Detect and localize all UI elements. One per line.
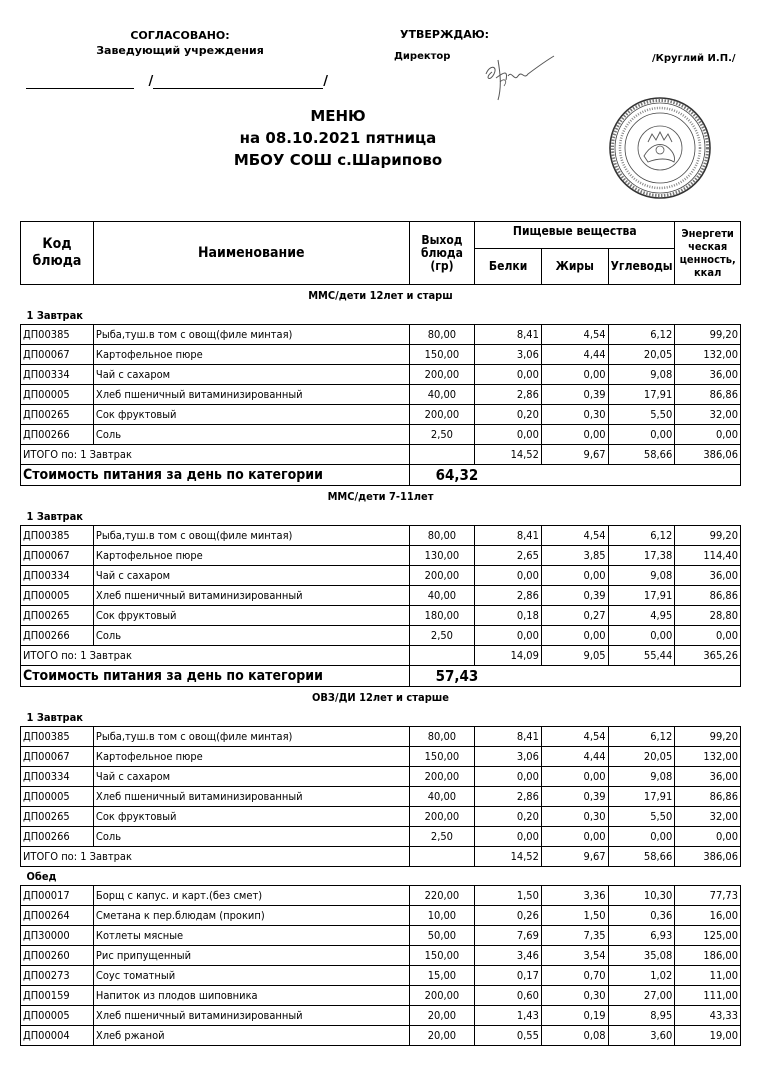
total-yield-empty bbox=[409, 646, 475, 666]
dish-carbs: 0,00 bbox=[608, 827, 675, 847]
dish-name: Картофельное пюре bbox=[93, 546, 409, 566]
dish-name: Хлеб ржаной bbox=[93, 1026, 409, 1046]
table-row bbox=[21, 365, 741, 385]
dish-fat: 3,85 bbox=[541, 546, 608, 566]
dish-fat: 0,00 bbox=[541, 365, 608, 385]
dish-code: ДП00260 bbox=[21, 946, 94, 966]
dish-yield: 180,00 bbox=[409, 606, 475, 626]
category-title-row bbox=[21, 486, 741, 508]
dish-fat: 4,54 bbox=[541, 325, 608, 345]
dish-code: ДП00334 bbox=[21, 566, 94, 586]
dish-name: Рыба,туш.в том с овощ(филе минтая) bbox=[93, 526, 409, 546]
dish-yield: 200,00 bbox=[409, 365, 475, 385]
total-row bbox=[21, 847, 741, 867]
dish-carbs: 6,12 bbox=[608, 325, 675, 345]
dish-code: ДП00005 bbox=[21, 385, 94, 405]
dish-code: ДП00334 bbox=[21, 767, 94, 787]
daily-cost-value: 57,43 bbox=[409, 666, 740, 687]
dish-fat: 4,54 bbox=[541, 727, 608, 747]
dish-name: Сок фруктовый bbox=[93, 807, 409, 827]
dish-yield: 40,00 bbox=[409, 787, 475, 807]
total-kcal: 386,06 bbox=[675, 847, 741, 867]
dish-kcal: 36,00 bbox=[675, 566, 741, 586]
category-title: ММС/дети 7-11лет bbox=[327, 490, 434, 503]
dish-fat: 0,00 bbox=[541, 827, 608, 847]
dish-kcal: 125,00 bbox=[675, 926, 741, 946]
dish-carbs: 0,00 bbox=[608, 626, 675, 646]
director-name: /Круглий И.П./ bbox=[652, 53, 736, 64]
dish-yield: 200,00 bbox=[409, 767, 475, 787]
dish-yield: 2,50 bbox=[409, 425, 475, 445]
dish-name: Чай с сахаром bbox=[93, 365, 409, 385]
signature-line bbox=[26, 74, 134, 89]
dish-carbs: 17,91 bbox=[608, 586, 675, 606]
dish-code: ДП00005 bbox=[21, 586, 94, 606]
total-label: ИТОГО по: 1 Завтрак bbox=[21, 445, 410, 465]
dish-fat: 0,00 bbox=[541, 566, 608, 586]
table-row bbox=[21, 807, 741, 827]
dish-yield: 150,00 bbox=[409, 345, 475, 365]
dish-yield: 130,00 bbox=[409, 546, 475, 566]
dish-fat: 0,39 bbox=[541, 385, 608, 405]
category-title-row bbox=[21, 687, 741, 709]
dish-kcal: 132,00 bbox=[675, 747, 741, 767]
total-yield-empty bbox=[409, 847, 475, 867]
dish-fat: 4,44 bbox=[541, 747, 608, 767]
dish-protein: 2,86 bbox=[475, 385, 542, 405]
dish-yield: 150,00 bbox=[409, 946, 475, 966]
header-energy: Энергети ческая ценность, ккал bbox=[675, 222, 741, 285]
table-row bbox=[21, 1026, 741, 1046]
dish-name: Соль bbox=[93, 626, 409, 646]
dish-kcal: 16,00 bbox=[675, 906, 741, 926]
dish-yield: 20,00 bbox=[409, 1026, 475, 1046]
dish-name: Сок фруктовый bbox=[93, 606, 409, 626]
dish-fat: 0,19 bbox=[541, 1006, 608, 1026]
dish-carbs: 5,50 bbox=[608, 807, 675, 827]
header-code: Код блюда bbox=[21, 222, 94, 285]
approved-block bbox=[90, 28, 270, 58]
dish-kcal: 11,00 bbox=[675, 966, 741, 986]
dish-protein: 0,20 bbox=[475, 807, 542, 827]
dish-carbs: 0,00 bbox=[608, 425, 675, 445]
dish-kcal: 111,00 bbox=[675, 986, 741, 1006]
table-row bbox=[21, 345, 741, 365]
dish-carbs: 0,36 bbox=[608, 906, 675, 926]
dish-code: ДП00266 bbox=[21, 425, 94, 445]
dish-name: Соус томатный bbox=[93, 966, 409, 986]
dish-code: ДП00264 bbox=[21, 906, 94, 926]
header-protein: Белки bbox=[475, 249, 542, 285]
dish-carbs: 8,95 bbox=[608, 1006, 675, 1026]
dish-carbs: 9,08 bbox=[608, 566, 675, 586]
dish-name: Хлеб пшеничный витаминизированный bbox=[93, 787, 409, 807]
dish-kcal: 132,00 bbox=[675, 345, 741, 365]
total-row bbox=[21, 445, 741, 465]
total-carbs: 58,66 bbox=[608, 847, 675, 867]
approved-position: Заведующий учреждения bbox=[96, 44, 264, 57]
dish-kcal: 32,00 bbox=[675, 807, 741, 827]
dish-yield: 2,50 bbox=[409, 827, 475, 847]
dish-code: ДП00385 bbox=[21, 325, 94, 345]
director-label: Директор bbox=[394, 51, 451, 62]
daily-cost-row bbox=[21, 666, 741, 687]
dish-name: Рыба,туш.в том с овощ(филе минтая) bbox=[93, 727, 409, 747]
dish-protein: 0,00 bbox=[475, 566, 542, 586]
confirm-title: УТВЕРЖДАЮ: bbox=[400, 28, 490, 41]
dish-carbs: 20,05 bbox=[608, 345, 675, 365]
table-row bbox=[21, 926, 741, 946]
dish-protein: 0,00 bbox=[475, 626, 542, 646]
dish-protein: 0,00 bbox=[475, 365, 542, 385]
dish-name: Сметана к пер.блюдам (прокип) bbox=[93, 906, 409, 926]
dish-fat: 0,70 bbox=[541, 966, 608, 986]
dish-carbs: 17,91 bbox=[608, 787, 675, 807]
meal-title-row bbox=[21, 867, 741, 886]
table-row bbox=[21, 747, 741, 767]
dish-code: ДП30000 bbox=[21, 926, 94, 946]
dish-kcal: 99,20 bbox=[675, 325, 741, 345]
dish-code: ДП00266 bbox=[21, 626, 94, 646]
dish-code: ДП00273 bbox=[21, 966, 94, 986]
meal-title-row bbox=[21, 507, 741, 526]
total-fat: 9,67 bbox=[541, 847, 608, 867]
dish-code: ДП00017 bbox=[21, 886, 94, 906]
dish-name: Котлеты мясные bbox=[93, 926, 409, 946]
dish-kcal: 19,00 bbox=[675, 1026, 741, 1046]
dish-carbs: 6,93 bbox=[608, 926, 675, 946]
menu-title-block bbox=[200, 105, 476, 171]
dish-kcal: 99,20 bbox=[675, 727, 741, 747]
dish-yield: 200,00 bbox=[409, 986, 475, 1006]
dish-name: Хлеб пшеничный витаминизированный bbox=[93, 385, 409, 405]
dish-fat: 0,08 bbox=[541, 1026, 608, 1046]
table-row bbox=[21, 566, 741, 586]
dish-protein: 0,20 bbox=[475, 405, 542, 425]
total-row bbox=[21, 646, 741, 666]
dish-code: ДП00266 bbox=[21, 827, 94, 847]
dish-kcal: 43,33 bbox=[675, 1006, 741, 1026]
dish-yield: 50,00 bbox=[409, 926, 475, 946]
dish-kcal: 86,86 bbox=[675, 787, 741, 807]
menu-date: на 08.10.2021 пятница bbox=[239, 129, 437, 147]
dish-kcal: 32,00 bbox=[675, 405, 741, 425]
table-row bbox=[21, 986, 741, 1006]
table-row bbox=[21, 946, 741, 966]
table-row bbox=[21, 385, 741, 405]
table-row bbox=[21, 827, 741, 847]
table-row bbox=[21, 906, 741, 926]
dish-name: Картофельное пюре bbox=[93, 345, 409, 365]
dish-fat: 0,30 bbox=[541, 807, 608, 827]
dish-name: Рыба,туш.в том с овощ(филе минтая) bbox=[93, 325, 409, 345]
daily-cost-label: Стоимость питания за день по категории bbox=[21, 465, 410, 486]
dish-carbs: 20,05 bbox=[608, 747, 675, 767]
dish-fat: 1,50 bbox=[541, 906, 608, 926]
dish-name: Напиток из плодов шиповника bbox=[93, 986, 409, 1006]
table-row bbox=[21, 606, 741, 626]
table-row bbox=[21, 767, 741, 787]
dish-name: Чай с сахаром bbox=[93, 566, 409, 586]
dish-name: Хлеб пшеничный витаминизированный bbox=[93, 1006, 409, 1026]
total-kcal: 365,26 bbox=[675, 646, 741, 666]
dish-code: ДП00067 bbox=[21, 747, 94, 767]
name-line bbox=[153, 74, 323, 89]
total-label: ИТОГО по: 1 Завтрак bbox=[21, 847, 410, 867]
dish-protein: 0,00 bbox=[475, 425, 542, 445]
dish-yield: 80,00 bbox=[409, 325, 475, 345]
dish-fat: 0,30 bbox=[541, 405, 608, 425]
dish-protein: 3,46 bbox=[475, 946, 542, 966]
dish-name: Чай с сахаром bbox=[93, 767, 409, 787]
dish-fat: 0,30 bbox=[541, 986, 608, 1006]
menu-title: МЕНЮ bbox=[310, 107, 366, 125]
menu-table bbox=[20, 285, 741, 1046]
table-row bbox=[21, 546, 741, 566]
dish-carbs: 3,60 bbox=[608, 1026, 675, 1046]
separator-slash: / bbox=[148, 74, 154, 89]
school-name: МБОУ СОШ с.Шарипово bbox=[233, 151, 443, 169]
dish-kcal: 36,00 bbox=[675, 767, 741, 787]
dish-name: Борщ с капус. и карт.(без смет) bbox=[93, 886, 409, 906]
dish-code: ДП00265 bbox=[21, 405, 94, 425]
dish-fat: 0,27 bbox=[541, 606, 608, 626]
signature-icon bbox=[478, 52, 558, 112]
dish-code: ДП00385 bbox=[21, 727, 94, 747]
dish-yield: 10,00 bbox=[409, 906, 475, 926]
table-row bbox=[21, 425, 741, 445]
table-row bbox=[21, 1006, 741, 1026]
dish-yield: 40,00 bbox=[409, 385, 475, 405]
dish-fat: 0,39 bbox=[541, 586, 608, 606]
header-fat: Жиры bbox=[541, 249, 608, 285]
dish-kcal: 36,00 bbox=[675, 365, 741, 385]
meal-title: 1 Завтрак bbox=[26, 710, 84, 724]
dish-protein: 0,18 bbox=[475, 606, 542, 626]
dish-protein: 2,86 bbox=[475, 787, 542, 807]
meal-title-row bbox=[21, 306, 741, 325]
dish-kcal: 114,40 bbox=[675, 546, 741, 566]
dish-yield: 200,00 bbox=[409, 405, 475, 425]
dish-carbs: 9,08 bbox=[608, 365, 675, 385]
total-protein: 14,09 bbox=[475, 646, 542, 666]
total-protein: 14,52 bbox=[475, 445, 542, 465]
category-title: ММС/дети 12лет и старш bbox=[308, 289, 453, 302]
total-carbs: 58,66 bbox=[608, 445, 675, 465]
daily-cost-value: 64,32 bbox=[409, 465, 740, 486]
dish-protein: 3,06 bbox=[475, 345, 542, 365]
table-row bbox=[21, 405, 741, 425]
total-fat: 9,67 bbox=[541, 445, 608, 465]
dish-name: Соль bbox=[93, 425, 409, 445]
dish-fat: 3,36 bbox=[541, 886, 608, 906]
meal-title: Обед bbox=[26, 869, 57, 883]
dish-code: ДП00067 bbox=[21, 345, 94, 365]
header-name: Наименование bbox=[93, 222, 409, 285]
separator-slash: / bbox=[323, 74, 329, 89]
dish-yield: 40,00 bbox=[409, 586, 475, 606]
dish-fat: 4,44 bbox=[541, 345, 608, 365]
dish-protein: 0,17 bbox=[475, 966, 542, 986]
table-row bbox=[21, 325, 741, 345]
dish-protein: 0,55 bbox=[475, 1026, 542, 1046]
total-label: ИТОГО по: 1 Завтрак bbox=[21, 646, 410, 666]
dish-yield: 80,00 bbox=[409, 727, 475, 747]
total-kcal: 386,06 bbox=[675, 445, 741, 465]
dish-kcal: 0,00 bbox=[675, 827, 741, 847]
table-row bbox=[21, 966, 741, 986]
table-row bbox=[21, 787, 741, 807]
dish-kcal: 28,80 bbox=[675, 606, 741, 626]
total-carbs: 55,44 bbox=[608, 646, 675, 666]
table-row bbox=[21, 626, 741, 646]
dish-carbs: 4,95 bbox=[608, 606, 675, 626]
dish-kcal: 186,00 bbox=[675, 946, 741, 966]
dish-code: ДП00265 bbox=[21, 807, 94, 827]
dish-carbs: 6,12 bbox=[608, 526, 675, 546]
dish-protein: 0,26 bbox=[475, 906, 542, 926]
dish-name: Соль bbox=[93, 827, 409, 847]
dish-carbs: 10,30 bbox=[608, 886, 675, 906]
dish-carbs: 35,08 bbox=[608, 946, 675, 966]
dish-protein: 3,06 bbox=[475, 747, 542, 767]
dish-yield: 80,00 bbox=[409, 526, 475, 546]
daily-cost-label: Стоимость питания за день по категории bbox=[21, 666, 410, 687]
meal-title: 1 Завтрак bbox=[26, 509, 84, 523]
dish-yield: 2,50 bbox=[409, 626, 475, 646]
dish-yield: 220,00 bbox=[409, 886, 475, 906]
dish-protein: 2,86 bbox=[475, 586, 542, 606]
dish-protein: 2,65 bbox=[475, 546, 542, 566]
category-title-row bbox=[21, 285, 741, 306]
dish-fat: 0,00 bbox=[541, 425, 608, 445]
dish-carbs: 1,02 bbox=[608, 966, 675, 986]
category-title: ОВЗ/ДИ 12лет и старше bbox=[311, 691, 450, 704]
dish-code: ДП00159 bbox=[21, 986, 94, 1006]
dish-fat: 0,39 bbox=[541, 787, 608, 807]
dish-code: ДП00005 bbox=[21, 1006, 94, 1026]
dish-protein: 0,00 bbox=[475, 827, 542, 847]
header-yield: Выход блюда (гр) bbox=[409, 222, 475, 285]
dish-name: Хлеб пшеничный витаминизированный bbox=[93, 586, 409, 606]
dish-code: ДП00005 bbox=[21, 787, 94, 807]
table-row bbox=[21, 586, 741, 606]
dish-protein: 0,60 bbox=[475, 986, 542, 1006]
table-row bbox=[21, 526, 741, 546]
dish-protein: 8,41 bbox=[475, 727, 542, 747]
table-row bbox=[21, 727, 741, 747]
daily-cost-row bbox=[21, 465, 741, 486]
dish-fat: 0,00 bbox=[541, 767, 608, 787]
dish-carbs: 27,00 bbox=[608, 986, 675, 1006]
dish-yield: 150,00 bbox=[409, 747, 475, 767]
total-fat: 9,05 bbox=[541, 646, 608, 666]
dish-protein: 8,41 bbox=[475, 526, 542, 546]
dish-protein: 0,00 bbox=[475, 767, 542, 787]
dish-yield: 15,00 bbox=[409, 966, 475, 986]
dish-protein: 8,41 bbox=[475, 325, 542, 345]
dish-fat: 4,54 bbox=[541, 526, 608, 546]
dish-kcal: 86,86 bbox=[675, 586, 741, 606]
dish-yield: 200,00 bbox=[409, 807, 475, 827]
total-yield-empty bbox=[409, 445, 475, 465]
table-header bbox=[20, 221, 741, 285]
dish-name: Сок фруктовый bbox=[93, 405, 409, 425]
dish-fat: 7,35 bbox=[541, 926, 608, 946]
approved-title: СОГЛАСОВАНО: bbox=[130, 29, 230, 42]
dish-carbs: 9,08 bbox=[608, 767, 675, 787]
header-carbs: Углеводы bbox=[608, 249, 675, 285]
dish-code: ДП00334 bbox=[21, 365, 94, 385]
dish-yield: 200,00 bbox=[409, 566, 475, 586]
official-stamp-icon bbox=[608, 96, 712, 200]
meal-title-row bbox=[21, 708, 741, 727]
dish-code: ДП00004 bbox=[21, 1026, 94, 1046]
dish-carbs: 6,12 bbox=[608, 727, 675, 747]
dish-kcal: 77,73 bbox=[675, 886, 741, 906]
dish-carbs: 5,50 bbox=[608, 405, 675, 425]
dish-fat: 3,54 bbox=[541, 946, 608, 966]
dish-kcal: 99,20 bbox=[675, 526, 741, 546]
table-row bbox=[21, 886, 741, 906]
dish-carbs: 17,91 bbox=[608, 385, 675, 405]
total-protein: 14,52 bbox=[475, 847, 542, 867]
dish-yield: 20,00 bbox=[409, 1006, 475, 1026]
dish-kcal: 0,00 bbox=[675, 626, 741, 646]
signature-lines bbox=[26, 74, 328, 89]
dish-name: Рис припущенный bbox=[93, 946, 409, 966]
dish-carbs: 17,38 bbox=[608, 546, 675, 566]
dish-code: ДП00265 bbox=[21, 606, 94, 626]
meal-title: 1 Завтрак bbox=[26, 308, 84, 322]
dish-protein: 1,50 bbox=[475, 886, 542, 906]
dish-protein: 7,69 bbox=[475, 926, 542, 946]
dish-kcal: 0,00 bbox=[675, 425, 741, 445]
dish-fat: 0,00 bbox=[541, 626, 608, 646]
dish-protein: 1,43 bbox=[475, 1006, 542, 1026]
header-nutrients: Пищевые вещества bbox=[475, 222, 675, 249]
dish-code: ДП00067 bbox=[21, 546, 94, 566]
dish-name: Картофельное пюре bbox=[93, 747, 409, 767]
dish-code: ДП00385 bbox=[21, 526, 94, 546]
dish-kcal: 86,86 bbox=[675, 385, 741, 405]
